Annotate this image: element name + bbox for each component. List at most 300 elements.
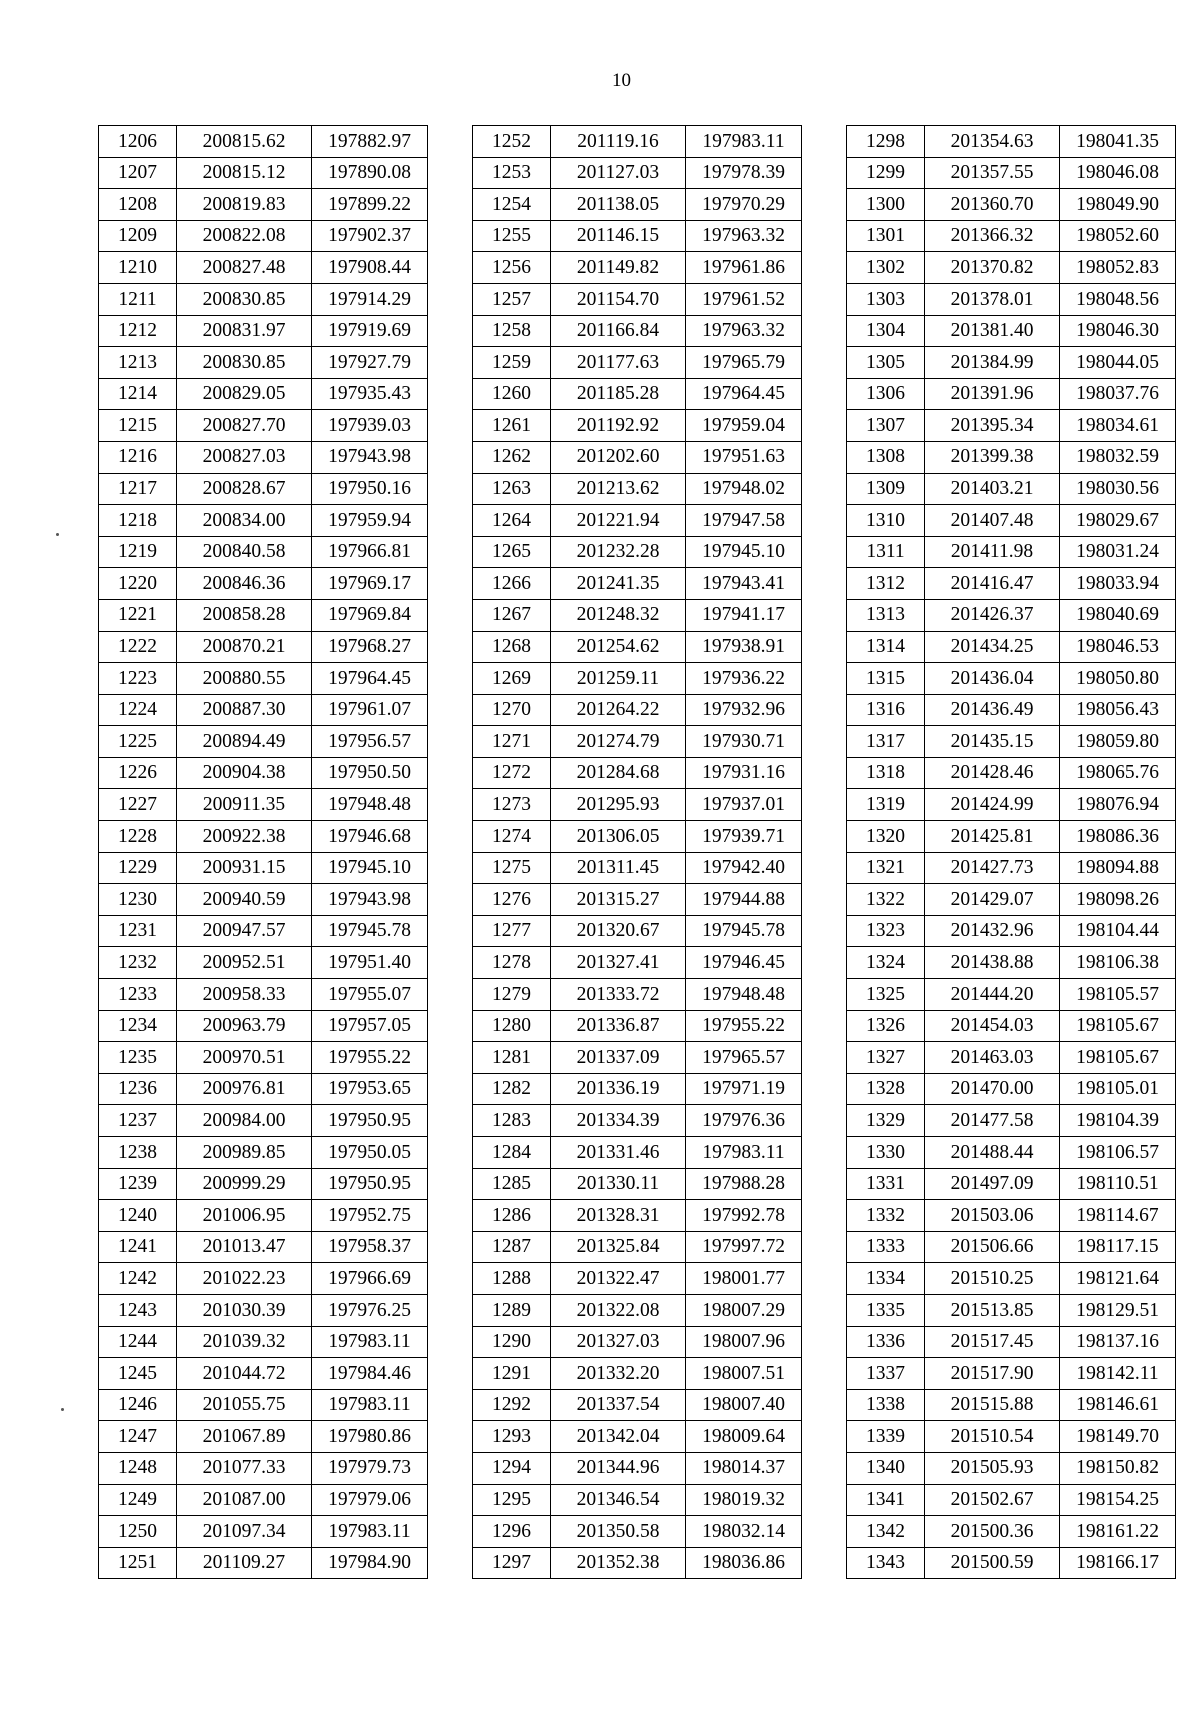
point-number-cell: 1226 [99,757,177,789]
x-coordinate-cell: 200858.28 [177,599,312,631]
y-coordinate-cell: 197943.98 [312,441,428,473]
table-row [99,726,428,758]
y-coordinate-cell: 198007.96 [686,1326,802,1358]
y-coordinate-cell: 198034.61 [1060,410,1176,442]
table-row [473,1484,802,1516]
table-row [99,1294,428,1326]
y-coordinate-cell: 197984.90 [312,1547,428,1579]
x-coordinate-cell: 200984.00 [177,1105,312,1137]
point-number-cell: 1211 [99,283,177,315]
y-coordinate-cell: 197959.04 [686,410,802,442]
y-coordinate-cell: 197914.29 [312,283,428,315]
y-coordinate-cell: 198037.76 [1060,378,1176,410]
x-coordinate-cell: 201320.67 [551,915,686,947]
point-number-cell: 1298 [847,126,925,158]
y-coordinate-cell: 197979.06 [312,1484,428,1516]
table-row [99,283,428,315]
y-coordinate-cell: 197945.78 [312,915,428,947]
table-row [473,599,802,631]
x-coordinate-cell: 201334.39 [551,1105,686,1137]
x-coordinate-cell: 201344.96 [551,1452,686,1484]
table-row [99,157,428,189]
point-number-cell: 1318 [847,757,925,789]
table-row [847,1294,1176,1326]
y-coordinate-cell: 197938.91 [686,631,802,663]
y-coordinate-cell: 198114.67 [1060,1200,1176,1232]
y-coordinate-cell: 198033.94 [1060,568,1176,600]
y-coordinate-cell: 197890.08 [312,157,428,189]
y-coordinate-cell: 198014.37 [686,1452,802,1484]
y-coordinate-cell: 197919.69 [312,315,428,347]
point-number-cell: 1294 [473,1452,551,1484]
point-number-cell: 1337 [847,1358,925,1390]
y-coordinate-cell: 197961.86 [686,252,802,284]
x-coordinate-cell: 201325.84 [551,1231,686,1263]
table-row [847,315,1176,347]
y-coordinate-cell: 197965.79 [686,347,802,379]
point-number-cell: 1311 [847,536,925,568]
x-coordinate-cell: 201378.01 [925,283,1060,315]
x-coordinate-cell: 201327.03 [551,1326,686,1358]
x-coordinate-cell: 201274.79 [551,726,686,758]
point-number-cell: 1268 [473,631,551,663]
point-number-cell: 1237 [99,1105,177,1137]
point-number-cell: 1339 [847,1421,925,1453]
x-coordinate-cell: 201306.05 [551,821,686,853]
x-coordinate-cell: 201333.72 [551,979,686,1011]
table-row [99,505,428,537]
point-number-cell: 1328 [847,1073,925,1105]
y-coordinate-cell: 197939.03 [312,410,428,442]
y-coordinate-cell: 197988.28 [686,1168,802,1200]
x-coordinate-cell: 201284.68 [551,757,686,789]
y-coordinate-cell: 197955.22 [312,1042,428,1074]
x-coordinate-cell: 201517.90 [925,1358,1060,1390]
table-row [847,1105,1176,1137]
y-coordinate-cell: 197902.37 [312,220,428,252]
x-coordinate-cell: 201503.06 [925,1200,1060,1232]
scan-speck [61,1408,64,1411]
table-row [847,1073,1176,1105]
y-coordinate-cell: 197943.98 [312,884,428,916]
point-number-cell: 1306 [847,378,925,410]
y-coordinate-cell: 198166.17 [1060,1547,1176,1579]
table-row [473,1294,802,1326]
y-coordinate-cell: 197964.45 [312,663,428,695]
x-coordinate-cell: 201427.73 [925,852,1060,884]
y-coordinate-cell: 198154.25 [1060,1484,1176,1516]
point-number-cell: 1220 [99,568,177,600]
table-row [99,315,428,347]
y-coordinate-cell: 198046.30 [1060,315,1176,347]
point-number-cell: 1290 [473,1326,551,1358]
table-row [847,1168,1176,1200]
y-coordinate-cell: 198032.14 [686,1516,802,1548]
table-row [847,1484,1176,1516]
table-row [99,536,428,568]
y-coordinate-cell: 198030.56 [1060,473,1176,505]
x-coordinate-cell: 200958.33 [177,979,312,1011]
x-coordinate-cell: 201407.48 [925,505,1060,537]
x-coordinate-cell: 201264.22 [551,694,686,726]
table-row [847,915,1176,947]
table-row [99,220,428,252]
table-row [473,505,802,537]
point-number-cell: 1293 [473,1421,551,1453]
x-coordinate-cell: 200963.79 [177,1010,312,1042]
point-number-cell: 1287 [473,1231,551,1263]
table-row [847,599,1176,631]
y-coordinate-cell: 197943.41 [686,568,802,600]
table-row [847,947,1176,979]
point-number-cell: 1317 [847,726,925,758]
point-number-cell: 1336 [847,1326,925,1358]
point-number-cell: 1316 [847,694,925,726]
table-row [473,378,802,410]
table-row [473,473,802,505]
table-row [473,441,802,473]
point-number-cell: 1274 [473,821,551,853]
point-number-cell: 1340 [847,1452,925,1484]
x-coordinate-cell: 201510.25 [925,1263,1060,1295]
x-coordinate-cell: 201350.58 [551,1516,686,1548]
point-number-cell: 1320 [847,821,925,853]
table-row [99,599,428,631]
point-number-cell: 1253 [473,157,551,189]
table-row [847,536,1176,568]
x-coordinate-cell: 200819.83 [177,189,312,221]
point-number-cell: 1286 [473,1200,551,1232]
table-row [99,1326,428,1358]
table-row [847,283,1176,315]
point-number-cell: 1338 [847,1389,925,1421]
table-row [473,1421,802,1453]
table-row [847,441,1176,473]
point-number-cell: 1270 [473,694,551,726]
y-coordinate-cell: 197946.45 [686,947,802,979]
point-number-cell: 1278 [473,947,551,979]
y-coordinate-cell: 198036.86 [686,1547,802,1579]
table-row [99,1263,428,1295]
table-row [847,1389,1176,1421]
x-coordinate-cell: 201395.34 [925,410,1060,442]
table-row [99,189,428,221]
table-row [473,1547,802,1579]
table-row [473,726,802,758]
point-number-cell: 1232 [99,947,177,979]
y-coordinate-cell: 197944.88 [686,884,802,916]
y-coordinate-cell: 197932.96 [686,694,802,726]
x-coordinate-cell: 201006.95 [177,1200,312,1232]
y-coordinate-cell: 197957.05 [312,1010,428,1042]
table-row [473,694,802,726]
point-number-cell: 1212 [99,315,177,347]
scan-speck [56,533,59,536]
x-coordinate-cell: 201513.85 [925,1294,1060,1326]
point-number-cell: 1305 [847,347,925,379]
table-row [473,1010,802,1042]
point-number-cell: 1324 [847,947,925,979]
point-number-cell: 1247 [99,1421,177,1453]
point-number-cell: 1222 [99,631,177,663]
y-coordinate-cell: 197882.97 [312,126,428,158]
y-coordinate-cell: 198104.44 [1060,915,1176,947]
x-coordinate-cell: 201330.11 [551,1168,686,1200]
x-coordinate-cell: 201055.75 [177,1389,312,1421]
table-row [99,915,428,947]
point-number-cell: 1300 [847,189,925,221]
point-number-cell: 1303 [847,283,925,315]
table-row [473,1042,802,1074]
point-number-cell: 1243 [99,1294,177,1326]
y-coordinate-cell: 198105.01 [1060,1073,1176,1105]
point-number-cell: 1250 [99,1516,177,1548]
y-coordinate-cell: 197948.48 [686,979,802,1011]
y-coordinate-cell: 198110.51 [1060,1168,1176,1200]
y-coordinate-cell: 198106.57 [1060,1137,1176,1169]
x-coordinate-cell: 201127.03 [551,157,686,189]
point-number-cell: 1208 [99,189,177,221]
point-number-cell: 1239 [99,1168,177,1200]
point-number-cell: 1245 [99,1358,177,1390]
table-row [473,1358,802,1390]
table-row [99,410,428,442]
y-coordinate-cell: 198150.82 [1060,1452,1176,1484]
point-number-cell: 1341 [847,1484,925,1516]
point-number-cell: 1319 [847,789,925,821]
x-coordinate-cell: 201295.93 [551,789,686,821]
y-coordinate-cell: 198086.36 [1060,821,1176,853]
x-coordinate-cell: 200831.97 [177,315,312,347]
x-coordinate-cell: 200815.62 [177,126,312,158]
y-coordinate-cell: 197955.07 [312,979,428,1011]
table-row [99,1452,428,1484]
table-row [473,663,802,695]
point-number-cell: 1236 [99,1073,177,1105]
y-coordinate-cell: 198094.88 [1060,852,1176,884]
x-coordinate-cell: 201177.63 [551,347,686,379]
x-coordinate-cell: 201241.35 [551,568,686,600]
y-coordinate-cell: 197961.07 [312,694,428,726]
table-row [99,757,428,789]
x-coordinate-cell: 201384.99 [925,347,1060,379]
table-row [847,157,1176,189]
table-row [473,536,802,568]
table-row [99,694,428,726]
x-coordinate-cell: 201077.33 [177,1452,312,1484]
y-coordinate-cell: 197947.58 [686,505,802,537]
x-coordinate-cell: 201399.38 [925,441,1060,473]
point-number-cell: 1218 [99,505,177,537]
x-coordinate-cell: 201328.31 [551,1200,686,1232]
table-row [473,315,802,347]
x-coordinate-cell: 201342.04 [551,1421,686,1453]
point-number-cell: 1295 [473,1484,551,1516]
y-coordinate-cell: 198046.08 [1060,157,1176,189]
point-number-cell: 1267 [473,599,551,631]
table-row [473,884,802,916]
x-coordinate-cell: 201067.89 [177,1421,312,1453]
table-row [99,1231,428,1263]
x-coordinate-cell: 201202.60 [551,441,686,473]
y-coordinate-cell: 198104.39 [1060,1105,1176,1137]
x-coordinate-cell: 201436.49 [925,694,1060,726]
point-number-cell: 1325 [847,979,925,1011]
x-coordinate-cell: 201154.70 [551,283,686,315]
point-number-cell: 1314 [847,631,925,663]
x-coordinate-cell: 201370.82 [925,252,1060,284]
x-coordinate-cell: 201510.54 [925,1421,1060,1453]
table-row [847,252,1176,284]
x-coordinate-cell: 201332.20 [551,1358,686,1390]
y-coordinate-cell: 197956.57 [312,726,428,758]
x-coordinate-cell: 200976.81 [177,1073,312,1105]
point-number-cell: 1276 [473,884,551,916]
x-coordinate-cell: 200880.55 [177,663,312,695]
y-coordinate-cell: 198040.69 [1060,599,1176,631]
table-row [847,1358,1176,1390]
y-coordinate-cell: 198105.57 [1060,979,1176,1011]
y-coordinate-cell: 197942.40 [686,852,802,884]
point-number-cell: 1241 [99,1231,177,1263]
x-coordinate-cell: 201044.72 [177,1358,312,1390]
y-coordinate-cell: 197983.11 [312,1389,428,1421]
x-coordinate-cell: 201497.09 [925,1168,1060,1200]
point-number-cell: 1315 [847,663,925,695]
x-coordinate-cell: 201411.98 [925,536,1060,568]
y-coordinate-cell: 197963.32 [686,220,802,252]
table-row [847,694,1176,726]
x-coordinate-cell: 201337.09 [551,1042,686,1074]
table-row [473,1263,802,1295]
table-row [99,1358,428,1390]
point-number-cell: 1269 [473,663,551,695]
point-number-cell: 1214 [99,378,177,410]
point-number-cell: 1207 [99,157,177,189]
table-row [473,1137,802,1169]
x-coordinate-cell: 201500.59 [925,1547,1060,1579]
x-coordinate-cell: 200870.21 [177,631,312,663]
point-number-cell: 1302 [847,252,925,284]
y-coordinate-cell: 198129.51 [1060,1294,1176,1326]
x-coordinate-cell: 200952.51 [177,947,312,979]
y-coordinate-cell: 198146.61 [1060,1389,1176,1421]
x-coordinate-cell: 201391.96 [925,378,1060,410]
table-row [473,852,802,884]
x-coordinate-cell: 200834.00 [177,505,312,537]
y-coordinate-cell: 198105.67 [1060,1010,1176,1042]
table-row [473,1105,802,1137]
y-coordinate-cell: 198052.83 [1060,252,1176,284]
y-coordinate-cell: 197968.27 [312,631,428,663]
point-number-cell: 1209 [99,220,177,252]
table-row [99,568,428,600]
x-coordinate-cell: 201470.00 [925,1073,1060,1105]
point-number-cell: 1332 [847,1200,925,1232]
point-number-cell: 1280 [473,1010,551,1042]
y-coordinate-cell: 198001.77 [686,1263,802,1295]
table-row [847,473,1176,505]
y-coordinate-cell: 197979.73 [312,1452,428,1484]
table-row [473,410,802,442]
table-row [473,252,802,284]
point-number-cell: 1255 [473,220,551,252]
y-coordinate-cell: 197950.95 [312,1168,428,1200]
table-row [847,1231,1176,1263]
point-number-cell: 1238 [99,1137,177,1169]
x-coordinate-cell: 201463.03 [925,1042,1060,1074]
y-coordinate-cell: 197950.05 [312,1137,428,1169]
page-number: 10 [612,70,631,91]
point-number-cell: 1219 [99,536,177,568]
y-coordinate-cell: 197959.94 [312,505,428,537]
table-row [99,1484,428,1516]
table-row [473,1389,802,1421]
y-coordinate-cell: 197931.16 [686,757,802,789]
point-number-cell: 1304 [847,315,925,347]
table-row [473,947,802,979]
y-coordinate-cell: 197965.57 [686,1042,802,1074]
y-coordinate-cell: 197980.86 [312,1421,428,1453]
point-number-cell: 1265 [473,536,551,568]
point-number-cell: 1326 [847,1010,925,1042]
y-coordinate-cell: 197948.48 [312,789,428,821]
table-row [473,157,802,189]
x-coordinate-cell: 201146.15 [551,220,686,252]
x-coordinate-cell: 201346.54 [551,1484,686,1516]
point-number-cell: 1242 [99,1263,177,1295]
y-coordinate-cell: 197939.71 [686,821,802,853]
table-row [473,347,802,379]
x-coordinate-cell: 201109.27 [177,1547,312,1579]
y-coordinate-cell: 198041.35 [1060,126,1176,158]
x-coordinate-cell: 200894.49 [177,726,312,758]
x-coordinate-cell: 200911.35 [177,789,312,821]
y-coordinate-cell: 197952.75 [312,1200,428,1232]
table-row [847,1137,1176,1169]
point-number-cell: 1289 [473,1294,551,1326]
x-coordinate-cell: 201436.04 [925,663,1060,695]
y-coordinate-cell: 198059.80 [1060,726,1176,758]
y-coordinate-cell: 197983.11 [312,1516,428,1548]
point-number-cell: 1254 [473,189,551,221]
y-coordinate-cell: 197976.36 [686,1105,802,1137]
x-coordinate-cell: 200904.38 [177,757,312,789]
x-coordinate-cell: 200989.85 [177,1137,312,1169]
point-number-cell: 1313 [847,599,925,631]
y-coordinate-cell: 197899.22 [312,189,428,221]
x-coordinate-cell: 201138.05 [551,189,686,221]
x-coordinate-cell: 200887.30 [177,694,312,726]
y-coordinate-cell: 198007.29 [686,1294,802,1326]
point-number-cell: 1262 [473,441,551,473]
x-coordinate-cell: 201149.82 [551,252,686,284]
point-number-cell: 1296 [473,1516,551,1548]
table-row [473,1326,802,1358]
x-coordinate-cell: 201119.16 [551,126,686,158]
x-coordinate-cell: 200829.05 [177,378,312,410]
y-coordinate-cell: 197950.50 [312,757,428,789]
y-coordinate-cell: 198056.43 [1060,694,1176,726]
x-coordinate-cell: 201327.41 [551,947,686,979]
table-row [473,1452,802,1484]
x-coordinate-cell: 201013.47 [177,1231,312,1263]
point-number-cell: 1331 [847,1168,925,1200]
x-coordinate-cell: 201357.55 [925,157,1060,189]
x-coordinate-cell: 201429.07 [925,884,1060,916]
table-row [847,852,1176,884]
y-coordinate-cell: 197941.17 [686,599,802,631]
